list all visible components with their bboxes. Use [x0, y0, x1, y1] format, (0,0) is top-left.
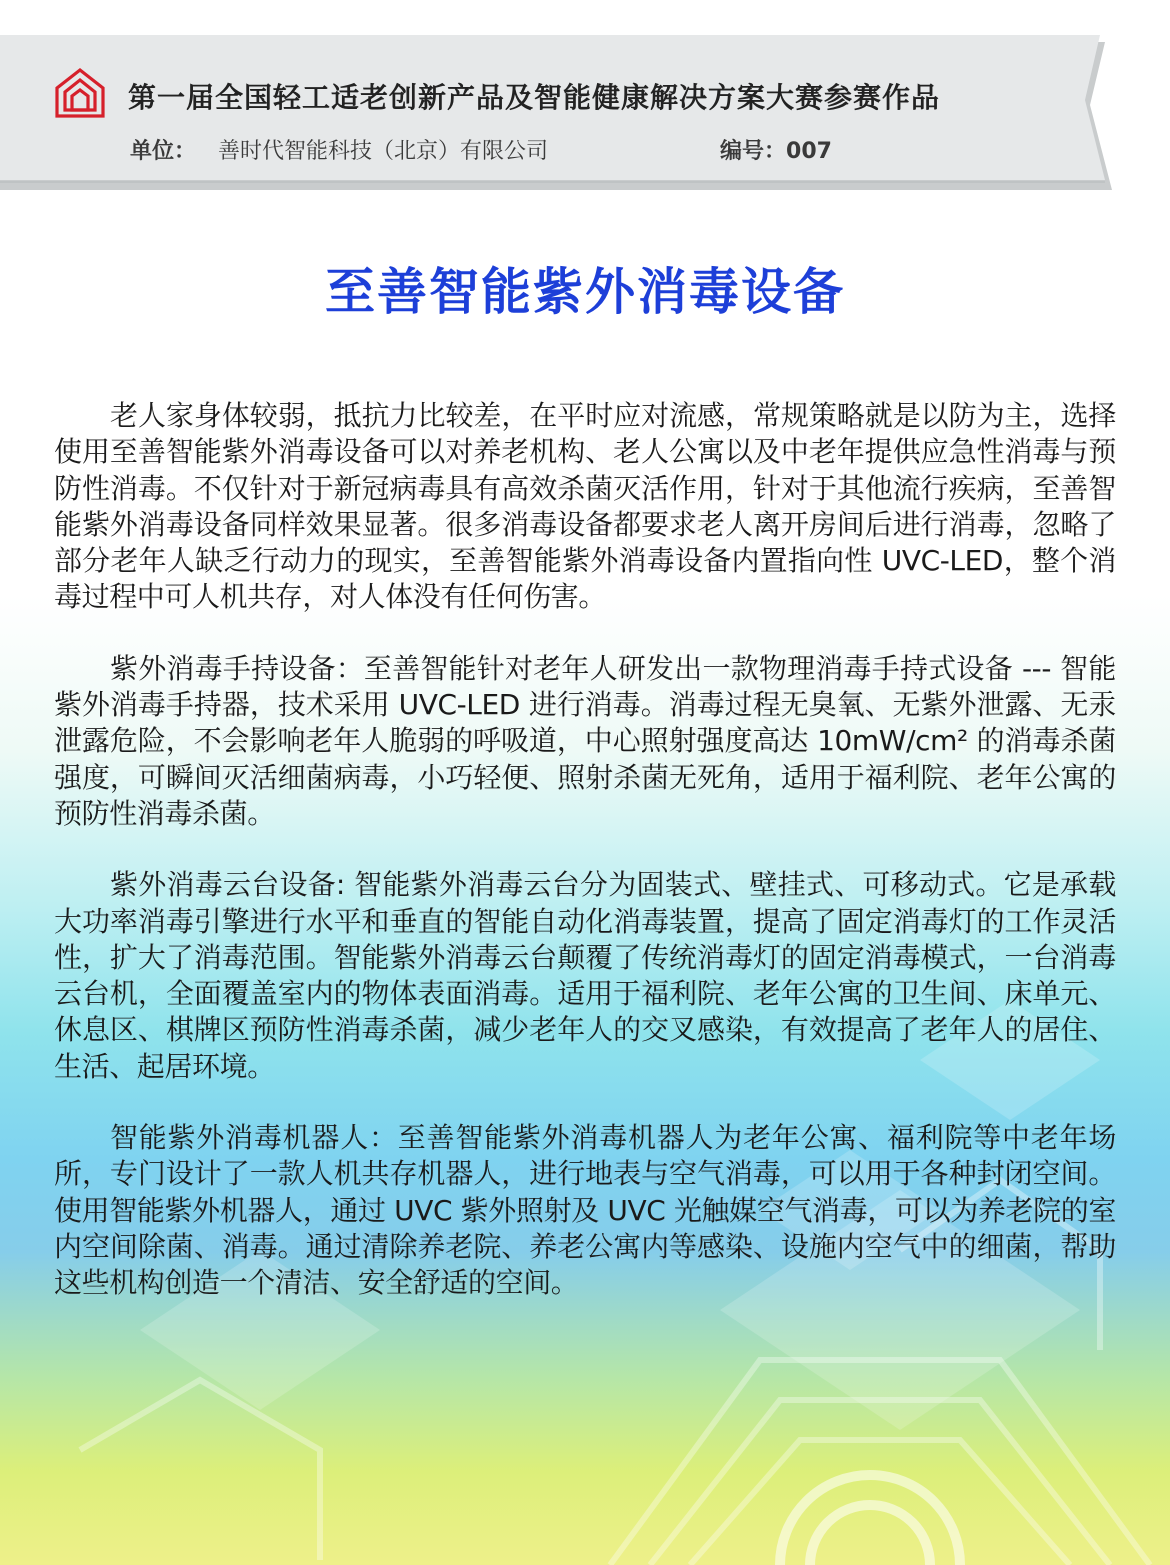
paragraph-robot: 智能紫外消毒机器人：至善智能紫外消毒机器人为老年公寓、福利院等中老年场所，专门设计了一款人机共存机器人，进行地表与空气消毒，可以用于各种封闭空间。使用智能紫外机器人，通过 UVC 紫外照射及 UVC 光触媒空气消毒，可以为养老院的室内空间除菌、消毒。通过清除养老院、养老公寓内等感染、设施内空气中的细菌，帮助这些机构创造一个清洁、安全舒适的空间。: [54, 1121, 1116, 1300]
document-body: [54, 398, 1116, 1337]
unit-label: 单位：: [130, 139, 197, 164]
header-banner: [0, 30, 1170, 205]
house-logo-icon: [54, 66, 106, 118]
paragraph-handheld-device: 紫外消毒手持设备：至善智能针对老年人研发出一款物理消毒手持式设备 --- 智能紫外消毒手持器，技术采用 UVC-LED 进行消毒。消毒过程无臭氧、无紫外泄露、无汞泄露危险，不会影响老年人脆弱的呼吸道，中心照射强度高达 10mW/cm² 的消毒杀菌强度，可瞬间灭活细菌病毒，小巧轻便、照射杀菌无死角，适用于福利院、老年公寓的预防性消毒杀菌。: [54, 651, 1116, 830]
paragraph-gimbal-device: 紫外消毒云台设备: 智能紫外消毒云台分为固装式、壁挂式、可移动式。它是承载大功率消毒引擎进行水平和垂直的智能自动化消毒装置，提高了固定消毒灯的工作灵活性，扩大了消毒范围。智能紫外消毒云台颠覆了传统消毒灯的固定消毒模式，一台消毒云台机，全面覆盖室内的物体表面消毒。适用于福利院、老年公寓的卫生间、床单元、休息区、棋牌区预防性消毒杀菌，减少老年人的交叉感染，有效提高了老年人的居住、生活、起居环境。: [54, 868, 1116, 1083]
document-title: 至善智能紫外消毒设备: [325, 263, 845, 321]
number-value: 007: [786, 139, 832, 164]
contest-title: 第一届全国轻工适老创新产品及智能健康解决方案大赛参赛作品: [128, 81, 941, 114]
number-label: 编号：: [720, 139, 787, 164]
unit-line: [130, 134, 548, 165]
number-line: [720, 134, 832, 165]
unit-value: 善时代智能科技（北京）有限公司: [218, 139, 549, 164]
paragraph-intro: 老人家身体较弱，抵抗力比较差，在平时应对流感，常规策略就是以防为主，选择使用至善智能紫外消毒设备可以对养老机构、老人公寓以及中老年提供应急性消毒与预防性消毒。不仅针对于新冠病毒具有高效杀菌灭活作用，针对于其他流行疾病，至善智能紫外消毒设备同样效果显著。很多消毒设备都要求老人离开房间后进行消毒，忽略了部分老年人缺乏行动力的现实，至善智能紫外消毒设备内置指向性 UVC-LED，整个消毒过程中可人机共存，对人体没有任何伤害。: [54, 399, 1116, 614]
